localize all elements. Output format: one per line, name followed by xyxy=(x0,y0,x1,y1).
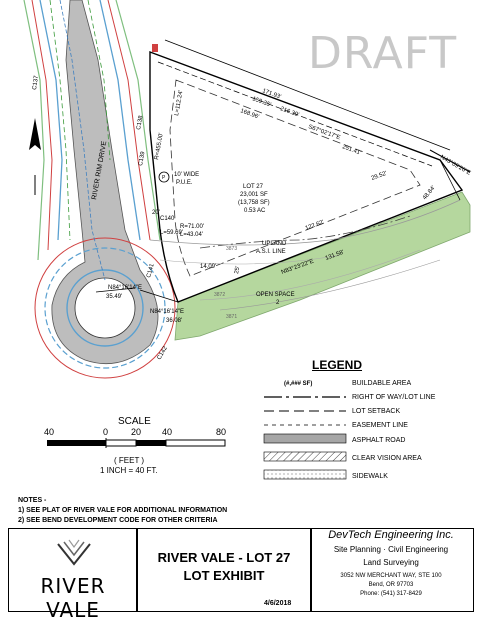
lot-area: 23,001 SF xyxy=(240,192,268,198)
lot-label: LOT 27 xyxy=(243,184,263,190)
svg-text:C140: C140 xyxy=(160,216,175,222)
scale-tick-40: 40 xyxy=(162,427,173,437)
legend-sidewalk: SIDEWALK xyxy=(352,473,388,480)
svg-text:C141: C141 xyxy=(146,263,156,279)
legend-asphalt: ASPHALT ROAD xyxy=(352,437,406,444)
draft-stamp: DRAFT xyxy=(308,28,458,79)
company-name: DevTech Engineering Inc. xyxy=(328,529,454,541)
company-services-2: Land Surveying xyxy=(363,558,419,567)
legend-symbols xyxy=(262,376,352,486)
svg-text:14.09': 14.09' xyxy=(200,264,217,270)
scale-tick-40-left: 40 xyxy=(44,427,55,437)
notes xyxy=(18,496,227,526)
svg-text:P: P xyxy=(162,175,166,181)
svg-text:251.41': 251.41' xyxy=(341,144,362,157)
company-phone: Phone: (541) 317-8429 xyxy=(360,591,422,597)
scale-tick-80: 80 xyxy=(216,427,227,437)
scale-tick-0: 0 xyxy=(103,427,109,437)
company-address-2: Bend, OR 97703 xyxy=(368,582,414,588)
note-1: 1) SEE PLAT OF RIVER VALE FOR ADDITIONAL INFORMATION xyxy=(18,507,228,514)
svg-text:N84°16'14"E: N84°16'14"E xyxy=(150,309,185,315)
scale-tick-20: 20 xyxy=(131,427,142,437)
pue-label-2: P.U.E. xyxy=(176,180,193,186)
legend-easement: EASEMENT LINE xyxy=(352,422,408,429)
svg-text:171.93': 171.93' xyxy=(261,88,282,101)
company-address-1: 3052 NW MERCHANT WAY, STE 100 xyxy=(340,573,442,579)
scale-title: SCALE xyxy=(118,416,151,427)
project-title: RIVER VALE - LOT 27 xyxy=(157,550,291,565)
lot-area-alt: (13,758 SF) xyxy=(238,200,270,206)
note-2: 2) SEE BEND DEVELOPMENT CODE FOR OTHER CRITERIA xyxy=(18,517,218,524)
sheet-title: LOT EXHIBIT xyxy=(183,568,265,583)
upland-label: UPLAND xyxy=(262,241,287,247)
legend-title: LEGEND xyxy=(312,358,363,372)
legend-buildable: BUILDABLE AREA xyxy=(352,380,412,387)
svg-text:N83°23'22"E: N83°23'22"E xyxy=(280,258,315,276)
street-label: RIVER RIM DRIVE xyxy=(91,140,109,201)
pue-label: 10' WIDE xyxy=(174,172,200,178)
svg-text:159.35': 159.35' xyxy=(251,96,272,109)
date: 4/6/2018 xyxy=(264,600,292,607)
svg-text:122.62': 122.62' xyxy=(304,219,326,232)
notes-heading: NOTES - xyxy=(18,497,47,504)
svg-text:N84°16'14"E: N84°16'14"E xyxy=(108,285,143,291)
svg-text:216.39': 216.39' xyxy=(279,106,300,119)
svg-text:C139: C139 xyxy=(138,151,147,167)
scale-unit: ( FEET ) xyxy=(114,456,145,465)
svg-text:N43°09'26"E: N43°09'26"E xyxy=(439,154,472,177)
svg-text:C142: C142 xyxy=(156,345,169,361)
svg-text:C138: C138 xyxy=(136,115,145,131)
svg-text:L=59.69': L=59.69' xyxy=(160,230,184,236)
curve-radius: R=71.00' xyxy=(180,224,204,230)
legend-setback: LOT SETBACK xyxy=(352,408,401,415)
legend-row-line: RIGHT OF WAY/LOT LINE xyxy=(352,394,436,401)
lot-acres: 0.53 AC xyxy=(244,208,266,214)
svg-text:3873: 3873 xyxy=(226,246,238,252)
river-vale-logo-icon xyxy=(54,534,94,570)
scale-bar xyxy=(46,438,226,452)
svg-text:25': 25' xyxy=(234,265,242,275)
company-services-1: Site Planning · Civil Engineering xyxy=(333,545,449,554)
svg-text:3871: 3871 xyxy=(226,314,238,320)
upland-label-2: A.S.I. LINE xyxy=(256,249,286,255)
legend-clear-vision: CLEAR VISION AREA xyxy=(352,455,422,462)
svg-text:C137: C137 xyxy=(32,75,40,91)
scale-ratio: 1 INCH = 40 FT. xyxy=(100,466,158,475)
svg-text:S67°02'17"E: S67°02'17"E xyxy=(307,124,342,142)
svg-text:168.96': 168.96' xyxy=(239,108,260,121)
svg-text:48.84': 48.84' xyxy=(421,185,437,202)
open-space-number: 2 xyxy=(276,300,280,306)
brand-name: RIVER VALE xyxy=(40,574,106,622)
svg-text:R=455.00': R=455.00' xyxy=(154,132,165,161)
svg-text:3872: 3872 xyxy=(214,292,226,298)
svg-text:35.49': 35.49' xyxy=(106,294,123,300)
open-space-label: OPEN SPACE xyxy=(256,292,295,298)
svg-text:36.08': 36.08' xyxy=(166,318,183,324)
north-arrow-icon xyxy=(29,118,41,195)
svg-text:20': 20' xyxy=(152,210,160,216)
svg-text:131.58': 131.58' xyxy=(324,249,346,262)
curve-length: L=43.04' xyxy=(180,232,204,238)
svg-text:29.52': 29.52' xyxy=(370,170,388,182)
svg-text:L=112.24': L=112.24' xyxy=(174,89,185,117)
svg-text:(#,### SF): (#,### SF) xyxy=(284,381,313,387)
